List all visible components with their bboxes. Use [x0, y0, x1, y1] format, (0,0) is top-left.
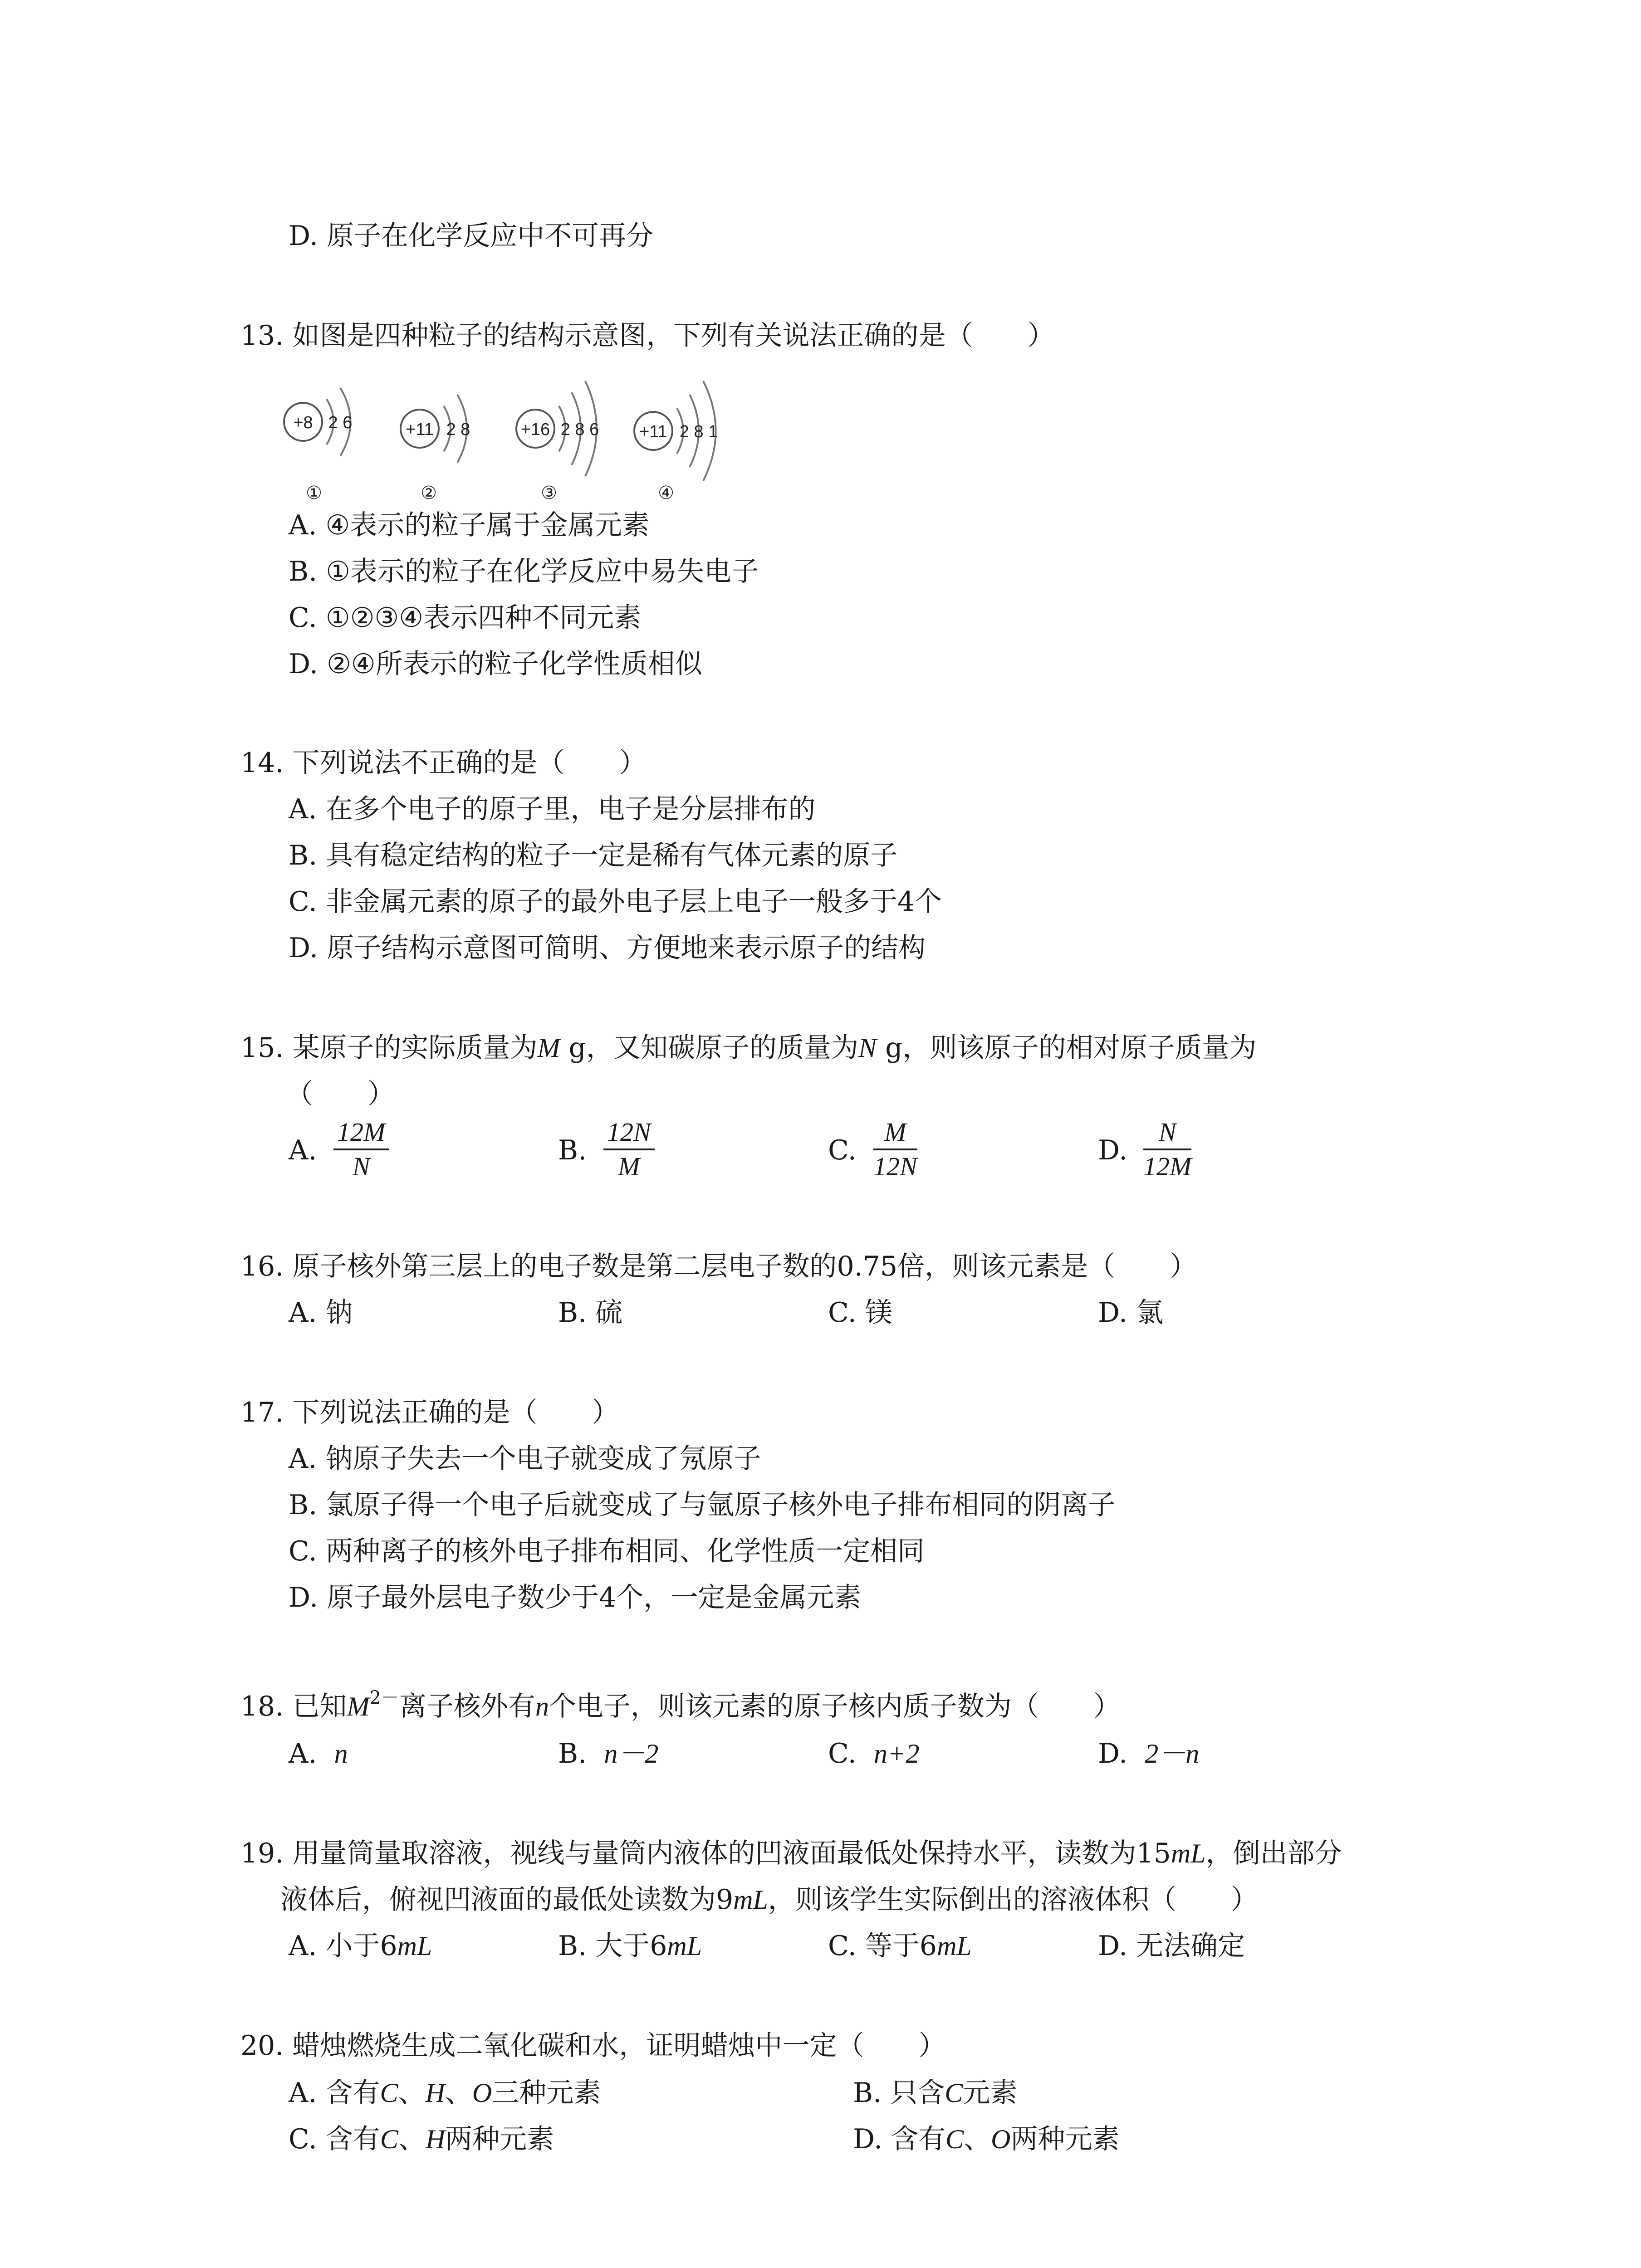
q18-stem: 18. 已知$M^{2-}$离子核外有n个电子，则该元素的原子核内质子数为（ ）	[240, 1687, 1121, 1722]
q17-option-b: B. 氯原子得一个电子后就变成了与氩原子核外电子排布相同的阴离子	[289, 1489, 1116, 1521]
q15-option-d-fraction: $\frac{N}{12M}$	[1143, 1116, 1191, 1183]
atom-diagram-4	[634, 381, 718, 503]
atom-3-shells: 2 8 6	[560, 420, 599, 439]
q13-option-a: A. ④表示的粒子属于金属元素	[289, 509, 650, 541]
q17-stem: 17. 下列说法正确的是（ ）	[240, 1397, 619, 1428]
q15-option-c-label: C.	[828, 1134, 857, 1166]
q20-option-c: C. 含有C、H两种元素	[289, 2123, 554, 2155]
q15-option-b-label: B.	[558, 1134, 587, 1166]
q15-option-d-label: D.	[1098, 1134, 1128, 1166]
atom-diagram-1	[284, 388, 352, 503]
q16-option-b: B. 硫	[558, 1297, 623, 1329]
atom-4-shells: 2 8 1	[679, 422, 718, 441]
atom-3-label: ③	[541, 483, 557, 503]
atom-diagram-2	[401, 395, 470, 503]
atom-2-label: ②	[421, 483, 437, 503]
q18-option-d: D. 2－n	[1098, 1738, 1200, 1769]
q13-option-d: D. ②④所表示的粒子化学性质相似	[289, 648, 702, 680]
q20-stem: 20. 蜡烛燃烧生成二氧化碳和水，证明蜡烛中一定（ ）	[240, 2030, 946, 2062]
q15-stem: 15. 某原子的实际质量为M g，又知碳原子的质量为N g，则该原子的相对原子质量为	[240, 1032, 1257, 1064]
q18-option-c: C. n+2	[828, 1738, 920, 1769]
q19-option-a: A. 小于6mL	[289, 1930, 432, 1962]
atom-4-nucleus: +11	[639, 422, 667, 441]
q14-option-c: C. 非金属元素的原子的最外电子层上电子一般多于4个	[289, 886, 942, 918]
q14-option-d: D. 原子结构示意图可简明、方便地来表示原子的结构	[289, 932, 926, 964]
q17-option-a: A. 钠原子失去一个电子就变成了氖原子	[289, 1443, 761, 1475]
q18-option-a: A. n	[289, 1738, 348, 1769]
q13-option-c: C. ①②③④表示四种不同元素	[289, 602, 642, 634]
q16-option-d: D. 氯	[1098, 1297, 1164, 1329]
q13-atom-structure-figure	[272, 363, 762, 508]
q13-stem: 13. 如图是四种粒子的结构示意图，下列有关说法正确的是（ ）	[240, 320, 1055, 352]
q16-stem: 16. 原子核外第三层上的电子数是第二层电子数的0.75倍，则该元素是（ ）	[240, 1251, 1197, 1282]
atom-1-shells: 2 6	[328, 413, 353, 432]
q15-paren: （ ）	[286, 1078, 395, 1110]
atom-4-label: ④	[658, 483, 674, 503]
q13-option-b: B. ①表示的粒子在化学反应中易失电子	[289, 556, 759, 587]
q15-option-a-label: A.	[289, 1134, 317, 1166]
q16-option-a: A. 钠	[289, 1297, 353, 1329]
q14-option-a: A. 在多个电子的原子里，电子是分层排布的	[289, 793, 816, 825]
atom-diagram-3	[516, 381, 599, 503]
q17-option-d: D. 原子最外层电子数少于4个，一定是金属元素	[289, 1582, 862, 1613]
q16-option-c: C. 镁	[828, 1297, 892, 1329]
atom-2-shells: 2 8	[446, 420, 470, 439]
q19-option-c: C. 等于6mL	[828, 1930, 972, 1962]
q15-option-b-fraction: $\frac{12N}{M}$	[603, 1116, 655, 1183]
q12-option-d: D. 原子在化学反应中不可再分	[289, 220, 654, 252]
atom-1-label: ①	[306, 483, 322, 503]
q15-option-c-fraction: $\frac{M}{12N}$	[873, 1116, 917, 1183]
atom-2-nucleus: +11	[406, 420, 434, 439]
atom-1-nucleus: +8	[293, 413, 313, 432]
q20-option-d: D. 含有C、O两种元素	[853, 2123, 1120, 2155]
q19-option-b: B. 大于6mL	[558, 1930, 702, 1962]
q18-option-b: B. n－2	[558, 1738, 659, 1769]
q17-option-c: C. 两种离子的核外电子排布相同、化学性质一定相同	[289, 1535, 925, 1567]
q20-option-a: A. 含有C、H、O三种元素	[289, 2077, 601, 2109]
q20-option-b: B. 只含C元素	[853, 2077, 1018, 2109]
atom-3-nucleus: +16	[520, 420, 550, 439]
q14-option-b: B. 具有稳定结构的粒子一定是稀有气体元素的原子	[289, 840, 898, 871]
q15-option-a-fraction: $\frac{12M}{N}$	[333, 1116, 389, 1183]
q14-stem: 14. 下列说法不正确的是（ ）	[240, 747, 647, 779]
q19-stem-line-2: 液体后，俯视凹液面的最低处读数为9mL，则该学生实际倒出的溶液体积（ ）	[280, 1884, 1258, 1916]
q19-option-d: D. 无法确定	[1098, 1930, 1245, 1962]
q19-stem-line-1: 19. 用量筒量取溶液，视线与量筒内液体的凹液面最低处保持水平，读数为15mL，倒出部分	[240, 1838, 1342, 1869]
